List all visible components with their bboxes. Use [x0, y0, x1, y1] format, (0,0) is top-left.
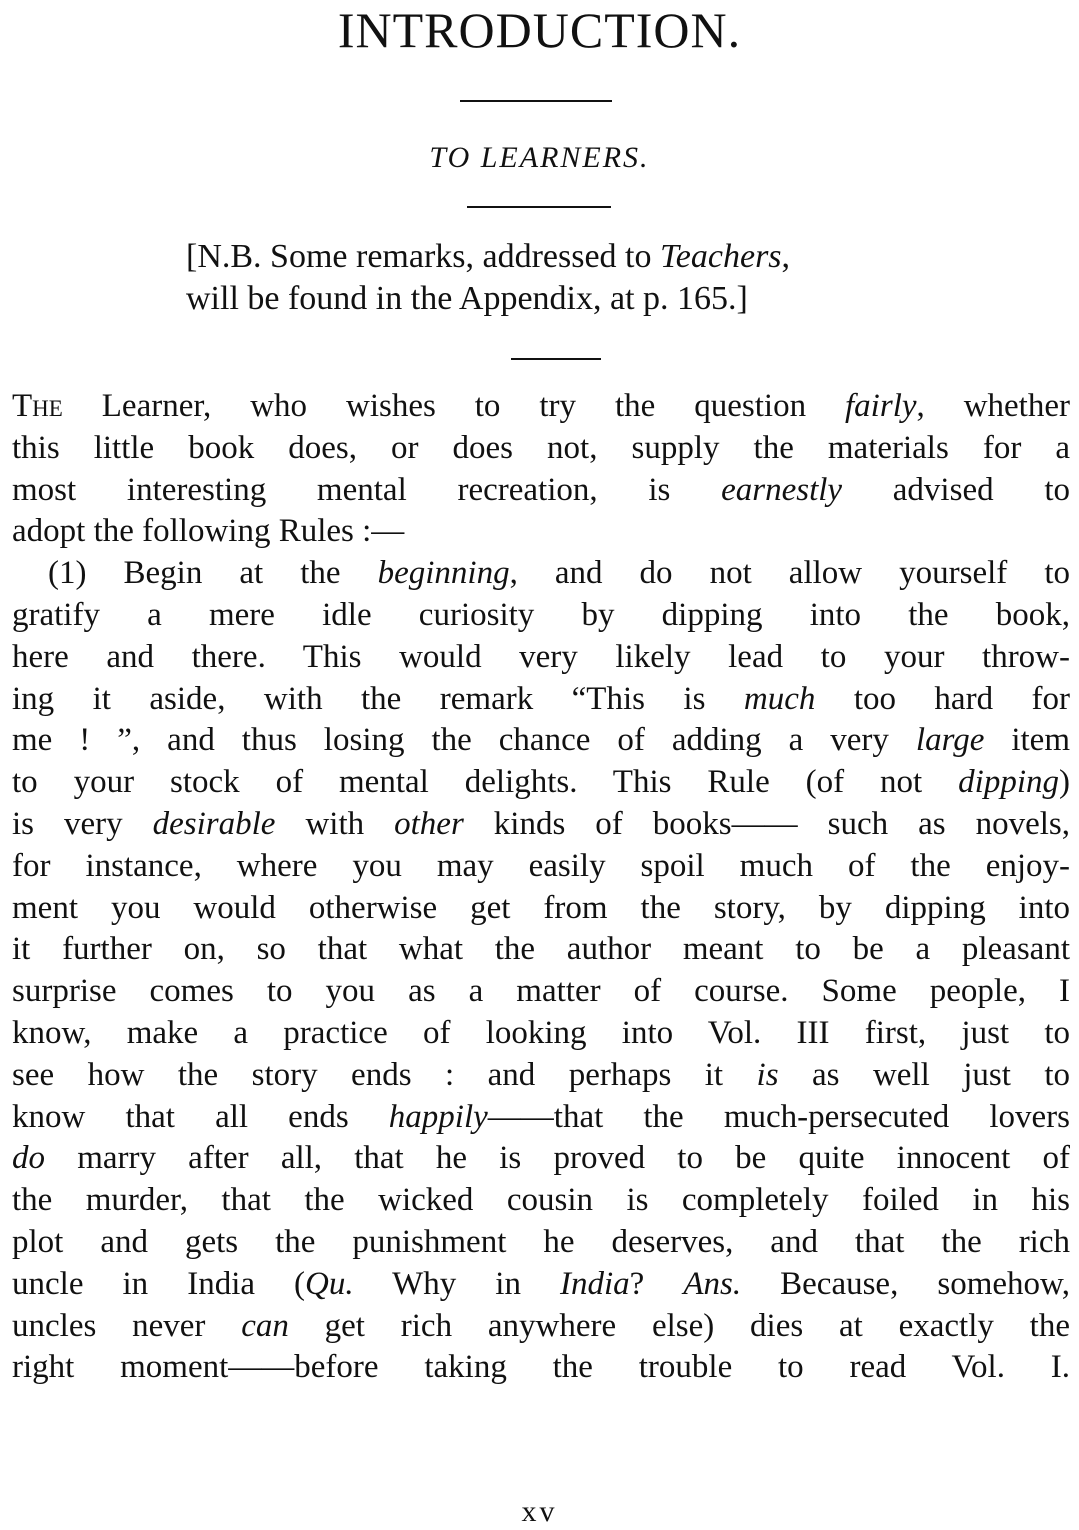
page-title: INTRODUCTION. — [337, 2, 742, 58]
text-line: know that all ends happily——that the much-persecuted lovers — [12, 1098, 1070, 1135]
teachers-note — [186, 236, 966, 320]
text-line: me ! ”, and thus losing the chance of adding a very large item — [12, 722, 1070, 759]
text-line: ment you would otherwise get from the story, by dipping into — [12, 889, 1070, 926]
text-line: gratify a mere idle curiosity by dipping into the book, — [12, 596, 1070, 633]
text-line: most interesting mental recreation, is earnestly advised to — [12, 471, 1070, 508]
body-text — [12, 386, 1070, 1389]
text-line: adopt the following Rules :— — [12, 513, 405, 550]
subtitle-rule — [467, 206, 611, 208]
note-rule — [511, 358, 601, 360]
text-line: ing it aside, with the remark “This is much too hard for — [12, 680, 1070, 717]
note-line-1: [N.B. Some remarks, addressed to Teachers, — [186, 238, 791, 275]
text-line: this little book does, or does not, supply the materials for a — [12, 429, 1070, 466]
text-line: plot and gets the punishment he deserves, and that the rich — [12, 1223, 1070, 1260]
text-line: to your stock of mental delights. This Rule (of not dipping) — [12, 764, 1070, 801]
note-line-2: will be found in the Appendix, at p. 165.] — [186, 280, 748, 317]
text-line: here and there. This would very likely lead to your throw- — [12, 638, 1070, 675]
text-line: surprise comes to you as a matter of course. Some people, I — [12, 973, 1070, 1010]
section-subtitle: TO LEARNERS. — [429, 141, 650, 174]
text-line: the murder, that the wicked cousin is completely foiled in his — [12, 1182, 1070, 1219]
text-line: it further on, so that what the author meant to be a pleasant — [12, 931, 1070, 968]
text-line: see how the story ends : and perhaps it is as well just to — [12, 1056, 1070, 1093]
text-line: know, make a practice of looking into Vol. III first, just to — [12, 1014, 1070, 1051]
text-line: for instance, where you may easily spoil much of the enjoy- — [12, 847, 1070, 884]
text-line: right moment——before taking the trouble to read Vol. I. — [12, 1349, 1070, 1386]
text-line: is very desirable with other kinds of books—— such as novels, — [12, 805, 1070, 842]
text-line: uncles never can get rich anywhere else) dies at exactly the — [12, 1307, 1070, 1344]
page-number: xv — [521, 1495, 558, 1528]
text-line: (1) Begin at the beginning, and do not allow yourself to — [48, 555, 1070, 592]
text-line: The Learner, who wishes to try the question fairly, whether — [12, 388, 1070, 424]
text-line: uncle in India (Qu. Why in India? Ans. Because, somehow, — [12, 1265, 1070, 1302]
text-line: do marry after all, that he is proved to be quite innocent of — [12, 1140, 1070, 1177]
title-rule — [460, 100, 612, 102]
